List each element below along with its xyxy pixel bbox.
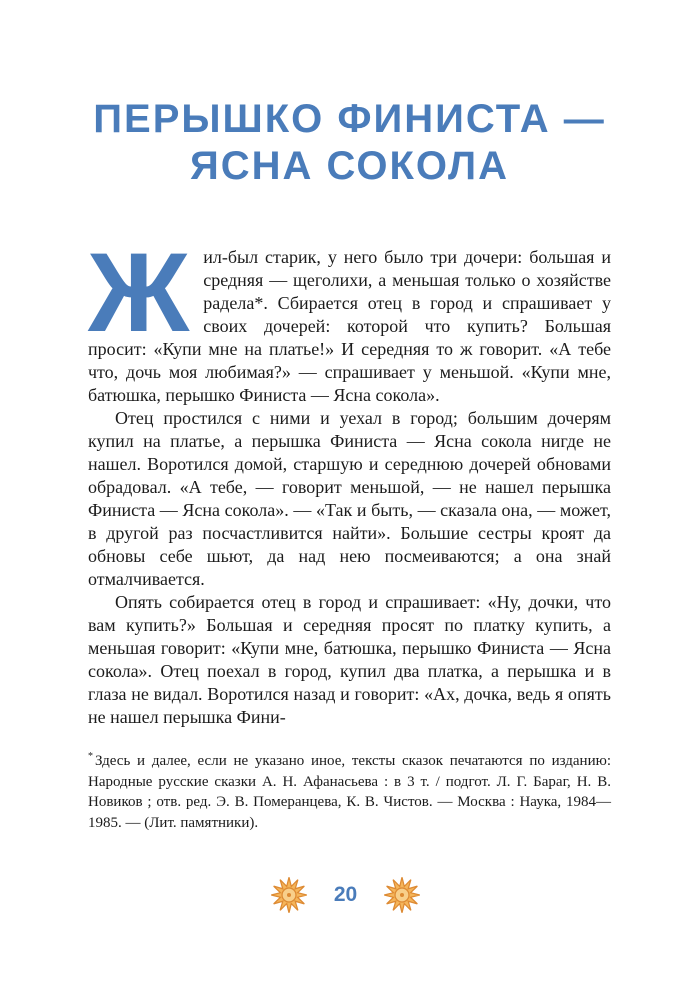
paragraph-third: Опять собирается отец в город и спрашивает: «Ну, дочки, что вам купить?» Большая и середняя просят по платку купить, а меньшая говорит: «Купи мне, батюшка, перышко Финиста — Ясна сокола». Отец поехал в город, купил два платка, а перышка и в глаза не видал. Воротился назад и говорит: «Ах, дочка, ведь я опять не нашел перышка Фини- — [88, 592, 611, 727]
paragraph-first — [88, 230, 611, 407]
page-title — [88, 96, 611, 190]
title-line-2: ЯСНА СОКОЛА — [189, 144, 509, 188]
footnote-marker: * — [88, 751, 93, 762]
paragraph-first-text: ил-был старик, у него было три дочери: большая и средняя — щеголихи, а меньшая только о хозяйстве радела*. Сбирается отец в город и спрашивает у своих дочерей: которой что купить? Большая просит: «Купи мне на платье!» И середняя то ж говорит. «А тебе что, дочь моя любимая?» — спрашивает у меньшой. «Купи мне, батюшка, перышко Финиста — Ясна сокола». — [88, 247, 611, 405]
title-line-1: ПЕРЫШКО ФИНИСТА — — [93, 97, 606, 141]
footnote-text: Здесь и далее, если не указано иное, тексты сказок печатаются по изданию: Народные русские сказки А. Н. Афанасьева : в 3 т. / подгот. Л. Г. Бараг, Н. В. Новиков ; отв. ред. Э. В. Померанцева, К. В. Чистов. — Москва : Наука, 1984—1985. — (Лит. памятники). — [88, 753, 611, 831]
sun-ornament-right-icon — [383, 876, 421, 914]
sun-ornament-left-icon — [270, 876, 308, 914]
paragraph-second: Отец простился с ними и уехал в город; большим дочерям купил на платье, а перышка Финиста — Ясна сокола нигде не нашел. Воротился домой, старшую и середнюю дочерей обновами обрадовал. «А тебе, — говорит меньшой, — не нашел перышка Финиста — Ясна сокола». — «Так и быть, — сказала она, — может, в другой раз посчастливится найти». Большие сестры кроят да обновы себе шьют, да над нею посмеиваются; а она знай отмалчивается. — [88, 408, 611, 589]
page-number: 20 — [333, 883, 358, 906]
footnote — [88, 747, 611, 833]
story-text — [88, 230, 611, 729]
page-footer — [0, 876, 691, 914]
drop-cap-letter: Ж — [88, 230, 190, 355]
